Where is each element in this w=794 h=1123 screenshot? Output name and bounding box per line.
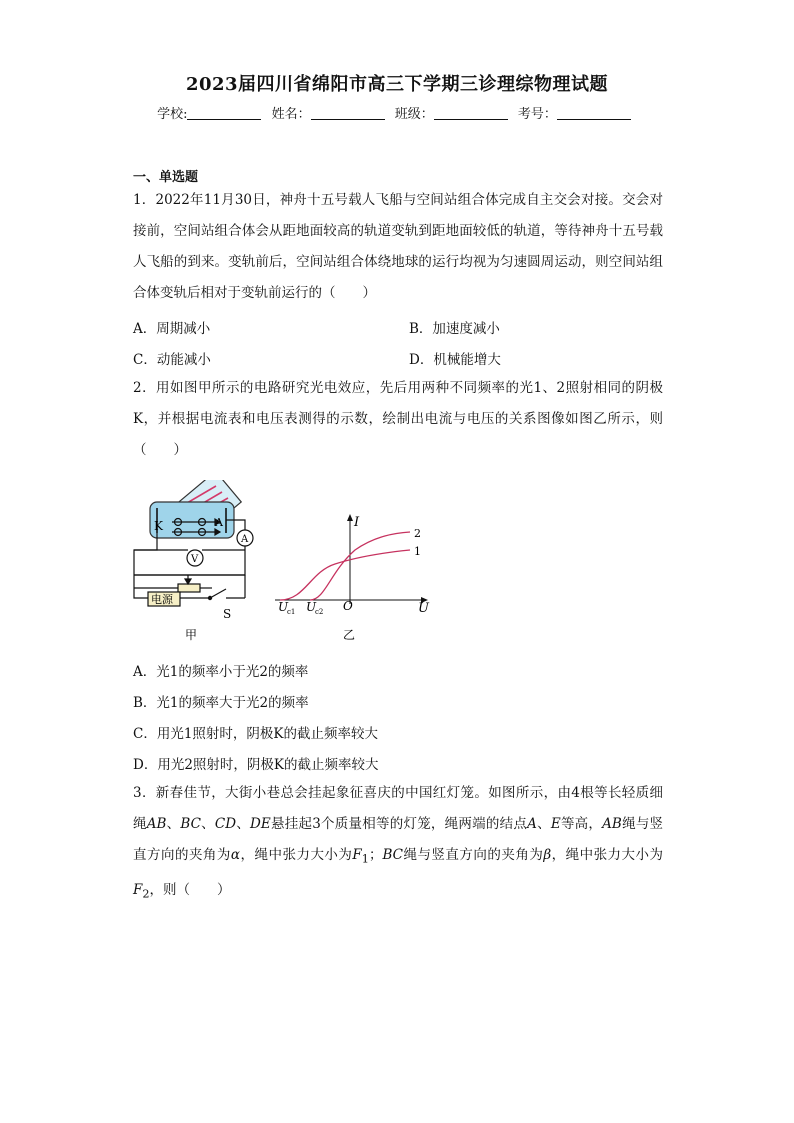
uc1-letter: U [278, 600, 289, 614]
switch-label: S [223, 607, 232, 621]
page-title: 2023届四川省绵阳市高三下学期三诊理综物理试题 [185, 74, 609, 95]
rope-de: DE [250, 816, 271, 832]
class-field[interactable] [434, 106, 508, 120]
caption-jia: 甲 [185, 628, 198, 642]
label-A: A [215, 516, 223, 529]
class-label: 班级： [394, 107, 434, 122]
q2-figure [120, 480, 450, 650]
switch[interactable] [210, 589, 226, 598]
number-label: 考号： [517, 107, 557, 122]
q3-text: 等高， [560, 816, 603, 832]
uc1-sub: c1 [287, 608, 296, 616]
q3-text: ，绳中张力大小为 [240, 847, 353, 863]
number-field[interactable] [557, 106, 631, 120]
force-f1-sub: 1 [361, 852, 369, 866]
rope-cd: CD [214, 816, 237, 832]
rope-bc: BC [180, 816, 201, 832]
q3-stem: 3．新春佳节，大街小巷总会挂起象征喜庆的中国红灯笼。如图所示，由4根等长轻质细绳AB、BC、CD、DE悬挂起3个质量相等的灯笼，绳两端的结点A、E等高，AB绳与竖直方向的夹角为α，绳中张力大小为$F_1$；BC绳与竖直方向的夹角为β，绳中张力大小为$F_2$，则（ ） [133, 785, 664, 901]
caption-yi: 乙 [343, 628, 356, 642]
q1-option-c[interactable]: C．动能减小 [133, 352, 211, 368]
axis-U: U [418, 601, 429, 616]
q3-text: ，绳中张力大小为 [551, 847, 664, 863]
q2-option-b[interactable]: B．光1的频率大于光2的频率 [133, 695, 309, 711]
curve-2 [310, 532, 410, 600]
q3-text: 绳与竖直方向的夹角为 [402, 847, 544, 863]
axis-I: I [354, 515, 360, 530]
q3-text: ； [368, 847, 383, 863]
force-f2-sub: 2 [142, 887, 150, 901]
label-K: K [154, 519, 163, 533]
voltmeter-label: V [191, 554, 199, 565]
section-title: 一、单选题 [133, 170, 199, 185]
name-label: 姓名： [271, 107, 311, 122]
school-field[interactable] [187, 106, 261, 120]
ammeter-label: A [241, 534, 249, 545]
q2-option-c[interactable]: C．用光1照射时，阴极K的截止频率较大 [133, 726, 379, 742]
rope-bc: BC [382, 847, 403, 863]
force-f2: F [133, 881, 143, 898]
school-label: 学校: [157, 107, 188, 122]
photoelectric-circuit [134, 480, 253, 606]
curve-1-label: 1 [414, 545, 421, 558]
q3-text: 悬挂起3个质量相等的灯笼，绳两端的结点 [270, 816, 528, 832]
angle-alpha: α [230, 847, 241, 863]
q3-text: ，则（ ） [149, 881, 231, 898]
point-a: A [527, 816, 537, 832]
origin-O: O [343, 599, 353, 613]
student-info-line [0, 103, 794, 122]
curve-1 [280, 550, 410, 600]
q2-stem: 2．用如图甲所示的电路研究光电效应，先后用两种不同频率的光1、2照射相同的阴极K，并根据电流表和电压表测得的示数，绘制出电流与电压的关系图像如图乙所示，则（ ） [133, 380, 663, 458]
q1-option-d[interactable]: D．机械能增大 [409, 352, 501, 368]
power-label: 电源 [151, 593, 173, 606]
point-e: E [550, 816, 561, 832]
iu-graph [275, 514, 428, 604]
uc2-letter: U [306, 600, 317, 614]
rope-ab: AB [146, 816, 167, 832]
uc2-sub: c2 [315, 608, 324, 616]
curve-2-label: 2 [414, 527, 421, 540]
angle-beta: β [543, 847, 552, 863]
q2-option-a[interactable]: A．光1的频率小于光2的频率 [133, 664, 309, 680]
q1-stem: 1．2022年11月30日，神舟十五号载人飞船与空间站组合体完成自主交会对接。交会对接前，空间站组合体会从距地面较高的轨道变轨到距地面较低的轨道，等待神舟十五号载人飞船的到来。变轨前后，空间站组合体绕地球的运行均视为匀速圆周运动，则空间站组合体变轨后相对于变轨前运行的（ ） [133, 192, 663, 301]
q3-text: 3．新春佳节，大街小巷总会挂起象征喜庆的中国红灯笼。如图所示，由4根等长轻质细绳 [133, 785, 663, 832]
q1-option-b[interactable]: B．加速度减小 [409, 321, 500, 337]
rope-ab: AB [602, 816, 622, 832]
q1-option-a[interactable]: A．周期减小 [133, 321, 211, 337]
q3-text: 绳与竖直方向的夹角为 [133, 816, 664, 863]
force-f1: F [352, 847, 362, 863]
name-field[interactable] [311, 106, 385, 120]
q2-option-d[interactable]: D．用光2照射时，阴极K的截止频率较大 [133, 757, 379, 773]
